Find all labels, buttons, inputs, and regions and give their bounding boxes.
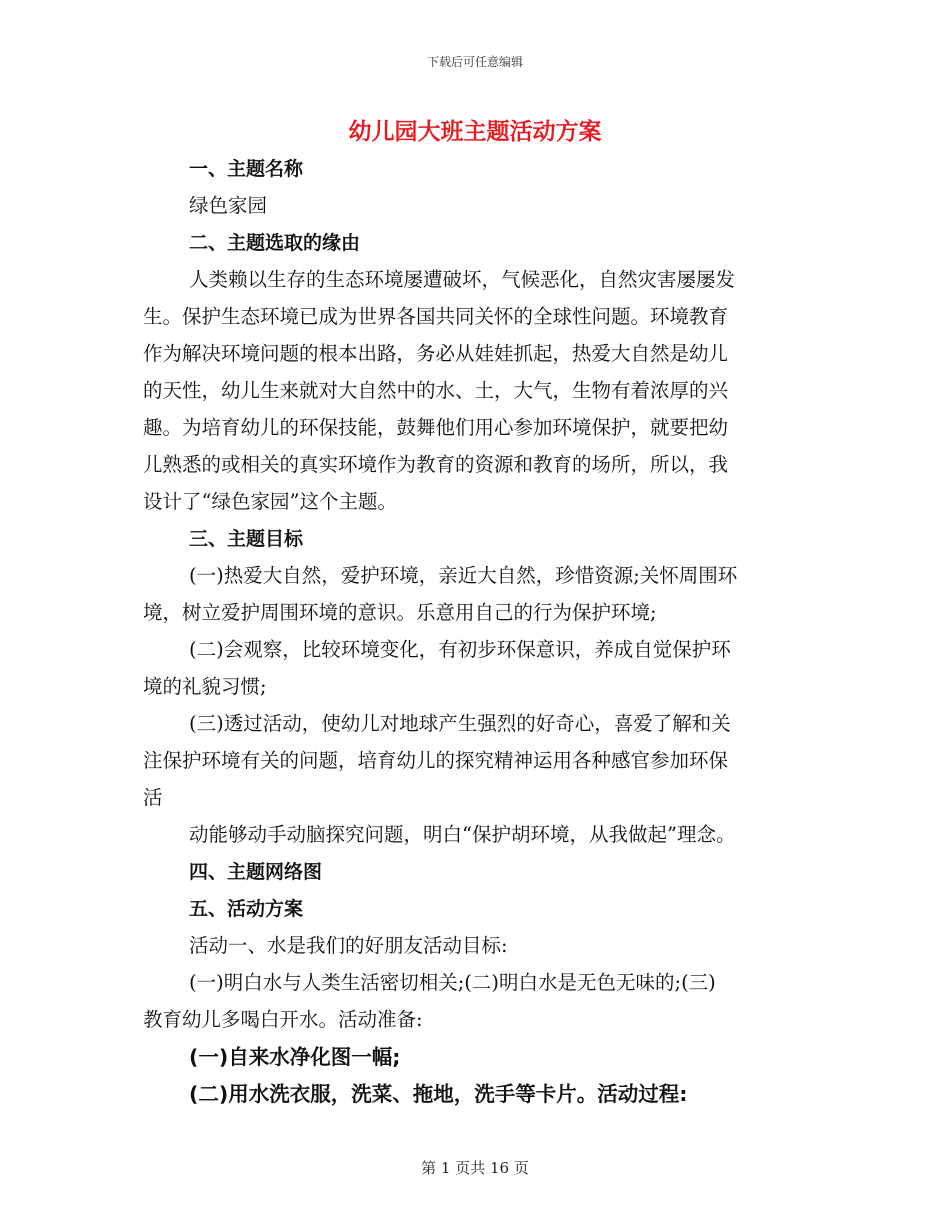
- section-heading: 五、活动方案: [189, 898, 304, 920]
- paragraph-line: 作为解决环境问题的根本出路，务必从娃娃抓起，热爱大自然是幼儿: [143, 342, 729, 365]
- document-title: 幼儿园大班主题活动方案: [348, 119, 602, 145]
- paragraph-line: (三)透过活动，使幼儿对地球产生强烈的好奇心，喜爱了解和关: [189, 712, 731, 735]
- section-heading: 四、主题网络图: [189, 861, 323, 883]
- paragraph-line: 教育幼儿多喝白开水。活动准备:: [143, 1008, 423, 1031]
- section-heading: 一、主题名称: [189, 158, 304, 180]
- bold-list-item: (二)用水洗衣服，洗菜、拖地，洗手等卡片。活动过程:: [189, 1082, 688, 1106]
- paragraph-line: 人类赖以生存的生态环境屡遭破坏，气候恶化，自然灾害屡屡发: [189, 268, 736, 291]
- paragraph-line: 设计了“绿色家园”这个主题。: [143, 490, 397, 513]
- section-heading: 二、主题选取的缘由: [189, 232, 361, 254]
- paragraph-line: 动能够动手动脑探究问题，明白“保护胡环境，从我做起”理念。: [189, 823, 736, 846]
- paragraph-line: (一)明白水与人类生活密切相关;(二)明白水是无色无味的;(三): [189, 971, 716, 994]
- bold-list-item: (一)自来水净化图一幅;: [189, 1045, 401, 1069]
- paragraph-line: 活: [143, 786, 163, 809]
- paragraph-line: 境，树立爱护周围环境的意识。乐意用自己的行为保护环境;: [143, 601, 657, 624]
- paragraph-line: 生。保护生态环境已成为世界各国共同关怀的全球性问题。环境教育: [143, 305, 729, 328]
- paragraph-line: 境的礼貌习惯;: [143, 675, 267, 698]
- paragraph-line: 绿色家园: [189, 194, 268, 217]
- paragraph-line: 活动一、水是我们的好朋友活动目标:: [189, 934, 508, 957]
- paragraph-line: 趣。为培育幼儿的环保技能，鼓舞他们用心参加环境保护，就要把幼: [143, 416, 729, 439]
- page-header: 下载后可任意编辑: [426, 55, 523, 69]
- paragraph-line: (二)会观察，比较环境变化，有初步环保意识，养成自觉保护环: [189, 638, 731, 661]
- paragraph-line: 注保护环境有关的问题，培育幼儿的探究精神运用各种感官参加环保: [143, 749, 729, 772]
- page-footer: 第 1 页共 16 页: [421, 1159, 529, 1177]
- section-heading: 三、主题目标: [189, 528, 304, 550]
- paragraph-line: (一)热爱大自然，爱护环境，亲近大自然，珍惜资源;关怀周围环: [189, 564, 738, 587]
- paragraph-line: 儿熟悉的或相关的真实环境作为教育的资源和教育的场所，所以，我: [143, 453, 729, 476]
- paragraph-line: 的天性，幼儿生来就对大自然中的水、土，大气，生物有着浓厚的兴: [143, 379, 729, 402]
